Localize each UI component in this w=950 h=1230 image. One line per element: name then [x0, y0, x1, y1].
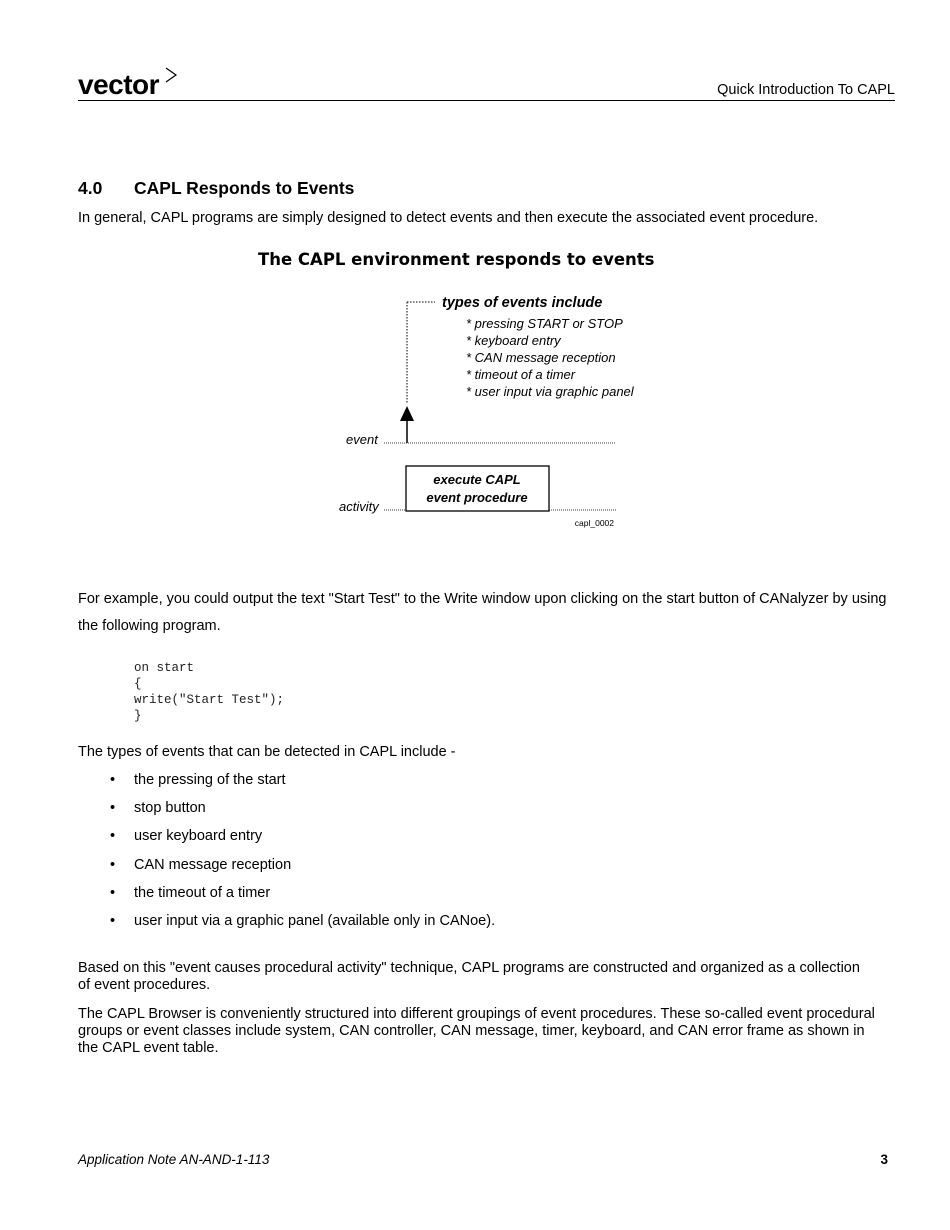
code-line: write("Start Test"); — [134, 693, 285, 707]
code-block — [134, 660, 284, 724]
list-item: • the timeout of a timer — [110, 885, 495, 913]
activity-label: activity — [339, 499, 379, 514]
types-heading: types of events include — [442, 295, 603, 311]
capl-event-diagram — [250, 245, 690, 540]
type-item: * timeout of a timer — [466, 367, 576, 382]
header-title: Quick Introduction To CAPL — [717, 82, 895, 98]
section-title: CAPL Responds to Events — [134, 178, 355, 198]
code-line: } — [134, 709, 142, 723]
vector-logo — [78, 66, 188, 102]
list-item: • CAN message reception — [110, 857, 495, 885]
example-paragraph: For example, you could output the text "Start Test" to the Write window upon clicking on the start button of CANalyzer by using the following program. — [78, 591, 887, 634]
list-item: • user keyboard entry — [110, 828, 495, 856]
logo-arrow-icon — [166, 68, 176, 82]
type-item: * keyboard entry — [466, 333, 561, 348]
type-item: * pressing START or STOP — [466, 316, 623, 331]
arrow-up-icon — [400, 406, 414, 421]
section-number: 4.0 — [78, 178, 103, 198]
types-lead-paragraph: The types of events that can be detected in CAPL include - — [78, 744, 456, 760]
procedure-box-line2: event procedure — [426, 490, 528, 505]
procedure-box-line1: execute CAPL — [433, 472, 521, 487]
code-line: on start — [134, 661, 195, 675]
event-types-list — [110, 772, 495, 941]
code-line: { — [134, 677, 142, 691]
browser-paragraph: The CAPL Browser is conveniently structured into different groupings of event procedures. These so-called event procedural groups or event classes include system, CAN controller, CAN message, timer, keyboard, and CAN error frame as shown in the CAPL event table. — [78, 1006, 875, 1056]
list-item: • stop button — [110, 800, 495, 828]
logo-text: vector — [78, 69, 160, 100]
intro-paragraph: In general, CAPL programs are simply designed to detect events and then execute the associated event procedure. — [78, 210, 819, 226]
list-item: • the pressing of the start — [110, 772, 495, 800]
type-item: * user input via graphic panel — [466, 384, 634, 399]
figure-id: capl_0002 — [574, 518, 614, 528]
type-item: * CAN message reception — [466, 350, 616, 365]
list-item: • user input via a graphic panel (available only in CANoe). — [110, 913, 495, 941]
event-label: event — [346, 432, 378, 447]
technique-paragraph: Based on this "event causes procedural activity" technique, CAPL programs are constructed and organized as a collection of event procedures. — [78, 960, 860, 993]
section-heading — [78, 178, 354, 199]
header-divider — [78, 100, 895, 101]
diagram-title: The CAPL environment responds to events — [258, 250, 655, 269]
page-number: 3 — [880, 1152, 888, 1167]
footer-application-note: Application Note AN-AND-1-113 — [78, 1152, 270, 1167]
